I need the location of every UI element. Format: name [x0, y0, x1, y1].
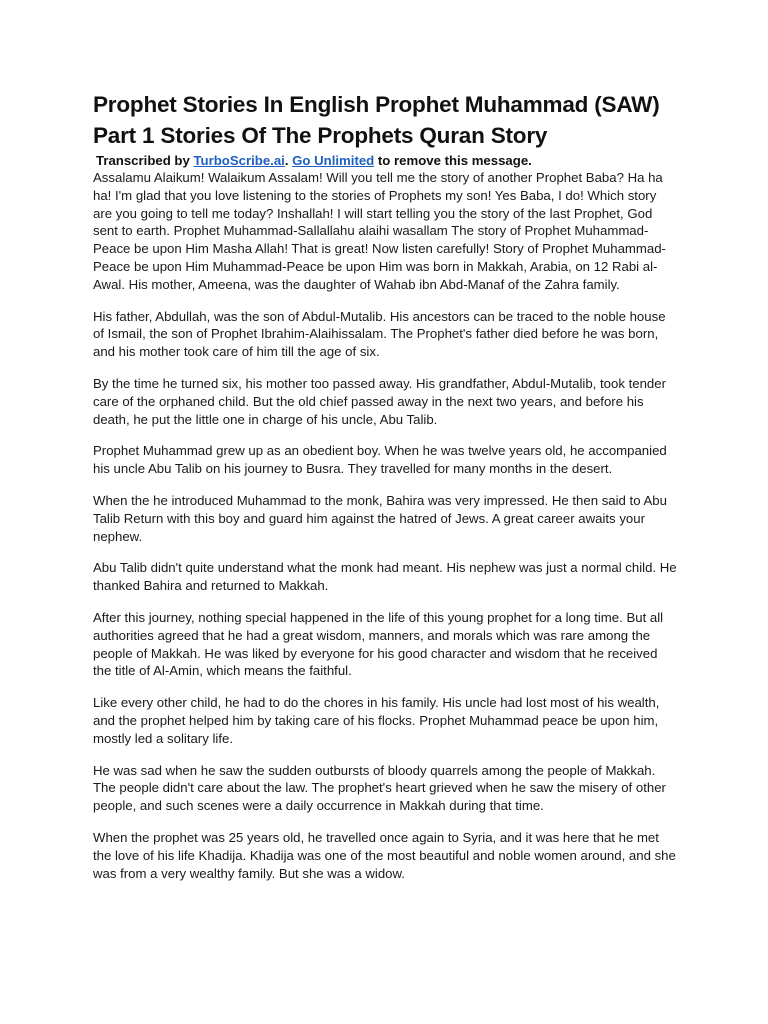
page-title: Prophet Stories In English Prophet Muhammad (SAW) Part 1 Stories Of The Prophets Quran Story — [93, 92, 660, 148]
go-unlimited-link[interactable]: Go Unlimited — [292, 153, 375, 168]
transcription-suffix: to remove this message. — [374, 153, 532, 168]
transcription-notice — [96, 152, 678, 169]
paragraph: Abu Talib didn't quite understand what the monk had meant. His nephew was just a normal child. He thanked Bahira and returned to Makkah. — [93, 560, 677, 594]
paragraph: By the time he turned six, his mother too passed away. His grandfather, Abdul-Mutalib, took tender care of the orphaned child. But the old chief passed away in the next two years, and before his death, he put the little one in charge of his uncle, Abu Talib. — [93, 375, 666, 427]
turboscribe-link[interactable]: TurboScribe.ai — [193, 153, 285, 168]
paragraph: When the prophet was 25 years old, he travelled once again to Syria, and it was here that he met the love of his life Khadija. Khadija was one of the most beautiful and noble women around, and she was from a very wealthy family. But she was a widow. — [93, 829, 676, 881]
transcription-prefix: Transcribed by — [96, 153, 194, 168]
paragraph: He was sad when he saw the sudden outbursts of bloody quarrels among the people of Makkah. The people didn't care about the law. The prophet's heart grieved when he saw the misery of other people, and such scenes were a daily occurrence in Makkah during that time. — [93, 762, 666, 814]
paragraph: When the he introduced Muhammad to the monk, Bahira was very impressed. He then said to Abu Talib Return with this boy and guard him against the hatred of Jews. A great career awaits your nephew. — [93, 492, 667, 544]
paragraph: Assalamu Alaikum! Walaikum Assalam! Will you tell me the story of another Prophet Baba? Ha ha ha! I'm glad that you love listening to the stories of Prophets my son! Yes Baba, I do! Which story are you going to tell me today? Inshallah! I will start telling you the story of the last Prophet, God sent to earth. Prophet Muhammad-Sallallahu alaihi wasallam The story of Prophet Muhammad-Peace be upon Him Masha Allah! That is great! Now listen carefully! Story of Prophet Muhammad-Peace be upon Him Muhammad-Peace be upon Him was born in Makkah, Arabia, on 12 Rabi al-Awal. His mother, Ameena, was the daughter of Wahab ibn Abd-Manaf of the Zahra family. — [93, 170, 666, 292]
paragraph: After this journey, nothing special happened in the life of this young prophet for a long time. But all authorities agreed that he had a great wisdom, manners, and morals which was rare among the people of Makkah. He was liked by everyone for his good character and wisdom that he received the title of Al-Amin, which means the faithful. — [93, 609, 664, 679]
paragraph: His father, Abdullah, was the son of Abdul-Mutalib. His ancestors can be traced to the noble house of Ismail, the son of Prophet Ibrahim-Alaihissalam. The Prophet's father died before he was born, and his mother took care of him till the age of six. — [93, 308, 666, 360]
paragraph: Like every other child, he had to do the chores in his family. His uncle had lost most of his wealth, and the prophet helped him by taking care of his flocks. Prophet Muhammad peace be upon him, mostly led a solitary life. — [93, 695, 660, 746]
transcription-separator: . — [284, 153, 293, 168]
paragraph: Prophet Muhammad grew up as an obedient boy. When he was twelve years old, he accompanied his uncle Abu Talib on his journey to Busra. They travelled for many months in the desert. — [93, 443, 667, 477]
